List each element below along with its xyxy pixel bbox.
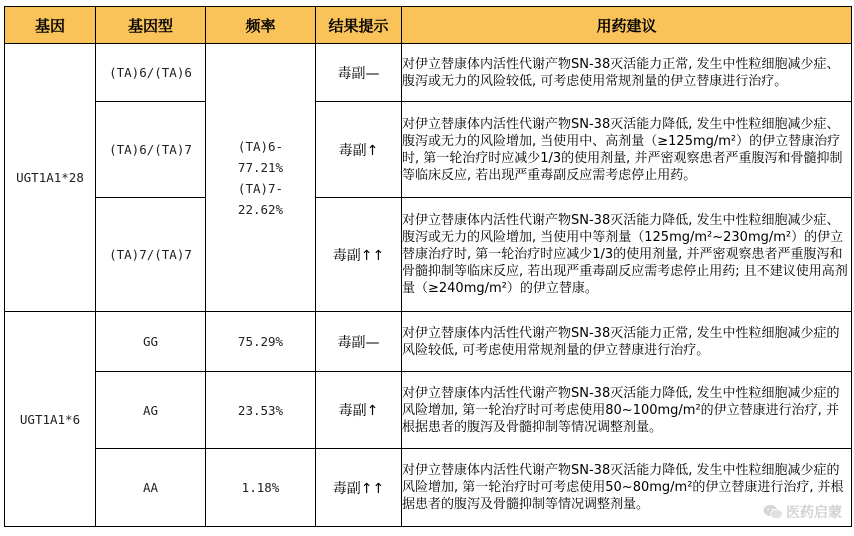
advice-cell: 对伊立替康体内活性代谢产物SN-38灭活能力降低, 发生中性粒细胞减少症的风险增加, 第一轮治疗时可考虑使用80~100mg/m²的伊立替康进行治疗, 并根据患者的腹泻及骨髓抑制等情况调整剂量。: [402, 372, 852, 449]
table-row: [5, 312, 852, 372]
result-cell: 毒副↑: [316, 372, 402, 449]
genotype-cell: AA: [96, 449, 206, 527]
frequency-cell: [206, 44, 316, 312]
gene-name-cell: UGT1A1*28: [5, 44, 96, 312]
genotype-cell: (TA)6/(TA)6: [96, 44, 206, 102]
header-frequency: 频率: [206, 7, 316, 44]
gene-name-cell: UGT1A1*6: [5, 312, 96, 527]
table-row: [5, 449, 852, 527]
frequency-cell: 1.18%: [206, 449, 316, 527]
table-row: [5, 372, 852, 449]
table-row: [5, 198, 852, 312]
genotype-cell: (TA)7/(TA)7: [96, 198, 206, 312]
frequency-line: (TA)7-: [237, 180, 284, 196]
header-advice: 用药建议: [402, 7, 852, 44]
frequency-line: 22.62%: [237, 201, 284, 217]
advice-cell: 对伊立替康体内活性代谢产物SN-38灭活能力正常, 发生中性粒细胞减少症的风险较低, 可考虑使用常规剂量的伊立替康进行治疗。: [402, 312, 852, 372]
genotype-cell: AG: [96, 372, 206, 449]
advice-cell: 对伊立替康体内活性代谢产物SN-38灭活能力降低, 发生中性粒细胞减少症、腹泻或无力的风险增加, 当使用中、高剂量（≥125mg/m²）的伊立替康治疗时, 第一轮治疗时应减少1/3的使用剂量, 并严密观察患者严重腹泻和骨髓抑制等临床反应, 若出现严重毒副反应需考虑停止用药。: [402, 102, 852, 198]
frequency-cell: 75.29%: [206, 312, 316, 372]
table-row: [5, 102, 852, 198]
result-cell: 毒副↑↑: [316, 198, 402, 312]
watermark-text: 医药启蒙: [786, 505, 842, 521]
genotype-cell: GG: [96, 312, 206, 372]
header-row: [5, 7, 852, 44]
result-cell: 毒副—: [316, 44, 402, 102]
genotype-cell: (TA)6/(TA)7: [96, 102, 206, 198]
header-gene: 基因: [5, 7, 96, 44]
frequency-line: (TA)6-: [237, 138, 284, 154]
genotype-dosage-table: [4, 6, 852, 527]
advice-cell: 对伊立替康体内活性代谢产物SN-38灭活能力降低, 发生中性粒细胞减少症的风险增加, 第一轮治疗时可考虑使用50~80mg/m²的伊立替康进行治疗, 并根据患者的腹泻及骨髓抑制等情况调整剂量。: [402, 449, 852, 527]
result-cell: 毒副—: [316, 312, 402, 372]
result-cell: 毒副↑↑: [316, 449, 402, 527]
result-cell: 毒副↑: [316, 102, 402, 198]
table-row: [5, 44, 852, 102]
advice-cell: 对伊立替康体内活性代谢产物SN-38灭活能力降低, 发生中性粒细胞减少症、腹泻或无力的风险增加, 当使用中等剂量（125mg/m²~230mg/m²）的伊立替康治疗时, 第一轮治疗时应减少1/3的使用剂量, 并严密观察患者严重腹泻和骨髓抑制等临床反应, 若出现严重毒副反应需考虑停止用药; 且不建议使用高剂量（≥240mg/m²）的伊立替康。: [402, 198, 852, 312]
frequency-line: 77.21%: [237, 159, 284, 175]
header-genotype: 基因型: [96, 7, 206, 44]
header-result: 结果提示: [316, 7, 402, 44]
advice-cell: 对伊立替康体内活性代谢产物SN-38灭活能力正常, 发生中性粒细胞减少症、腹泻或无力的风险较低, 可考虑使用常规剂量的伊立替康进行治疗。: [402, 44, 852, 102]
frequency-cell: 23.53%: [206, 372, 316, 449]
